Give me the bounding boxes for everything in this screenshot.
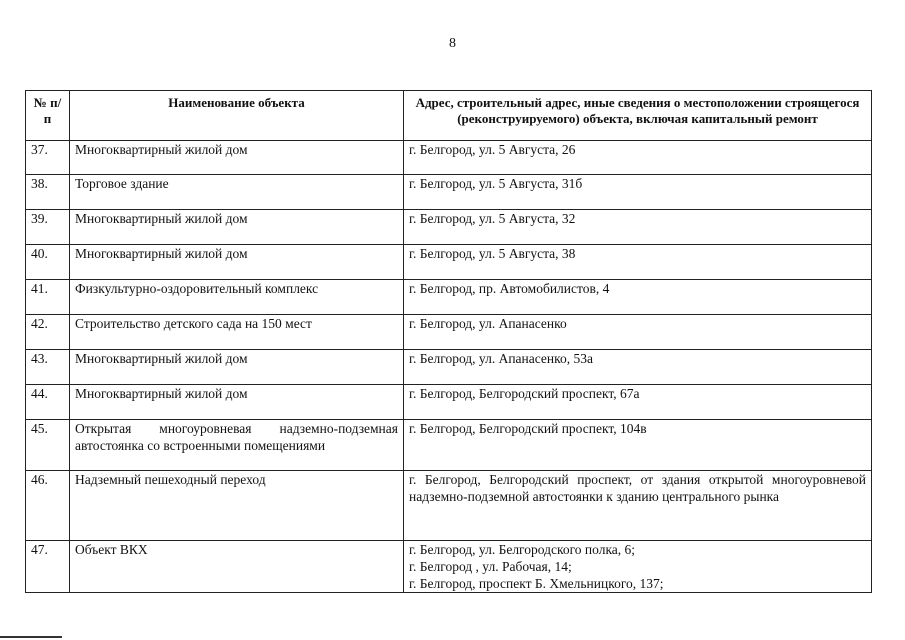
table-row bbox=[26, 175, 872, 210]
address-line: г. Белгород, Белгородский проспект, 67а bbox=[409, 386, 640, 401]
object-name: Многоквартирный жилой дом bbox=[70, 350, 404, 385]
object-address bbox=[404, 175, 872, 210]
table-row bbox=[26, 420, 872, 471]
object-address bbox=[404, 385, 872, 420]
row-number: 39. bbox=[26, 210, 70, 245]
address-line: г. Белгород, ул. Белгородского полка, 6; bbox=[409, 542, 636, 557]
table-row bbox=[26, 315, 872, 350]
row-number: 38. bbox=[26, 175, 70, 210]
object-address bbox=[404, 210, 872, 245]
address-line: г. Белгород, ул. Апанасенко bbox=[409, 316, 567, 331]
row-number: 46. bbox=[26, 471, 70, 541]
table-row bbox=[26, 541, 872, 593]
header-object-name: Наименование объекта bbox=[70, 91, 404, 141]
construction-objects-table bbox=[25, 90, 872, 593]
address-line: г. Белгород, Белгородский проспект, от здания открытой многоуровневой надземно-подземной автостоянки к зданию центрального рынка bbox=[409, 472, 866, 504]
address-line: г. Белгород, ул. 5 Августа, 26 bbox=[409, 142, 576, 157]
object-name: Физкультурно-оздоровительный комплекс bbox=[70, 280, 404, 315]
object-name: Многоквартирный жилой дом bbox=[70, 245, 404, 280]
row-number: 40. bbox=[26, 245, 70, 280]
address-line: г. Белгород, ул. 5 Августа, 38 bbox=[409, 246, 576, 261]
object-name: Многоквартирный жилой дом bbox=[70, 210, 404, 245]
address-line: г. Белгород, Белгородский проспект, 104в bbox=[409, 421, 647, 436]
page-edge-mark bbox=[0, 636, 62, 638]
table-row bbox=[26, 350, 872, 385]
address-line: г. Белгород, ул. 5 Августа, 31б bbox=[409, 176, 583, 191]
row-number: 47. bbox=[26, 541, 70, 593]
object-name: Надземный пешеходный переход bbox=[70, 471, 404, 541]
row-number: 43. bbox=[26, 350, 70, 385]
address-line: г. Белгород, пр. Автомобилистов, 4 bbox=[409, 281, 610, 296]
object-name: Многоквартирный жилой дом bbox=[70, 385, 404, 420]
object-name: Объект ВКХ bbox=[70, 541, 404, 593]
object-address bbox=[404, 141, 872, 175]
address-line: г. Белгород, проспект Б. Хмельницкого, 137; bbox=[409, 576, 664, 591]
address-line: г. Белгород, ул. Апанасенко, 53а bbox=[409, 351, 593, 366]
object-name: Строительство детского сада на 150 мест bbox=[70, 315, 404, 350]
table-row bbox=[26, 280, 872, 315]
page-number: 8 bbox=[449, 36, 456, 51]
object-address bbox=[404, 280, 872, 315]
row-number: 42. bbox=[26, 315, 70, 350]
object-address bbox=[404, 420, 872, 471]
object-address bbox=[404, 350, 872, 385]
object-name: Многоквартирный жилой дом bbox=[70, 141, 404, 175]
object-name: Торговое здание bbox=[70, 175, 404, 210]
table-row bbox=[26, 471, 872, 541]
header-number: № п/п bbox=[26, 91, 70, 141]
table-row bbox=[26, 385, 872, 420]
object-address bbox=[404, 471, 872, 541]
table-body bbox=[26, 141, 872, 593]
table-header-row bbox=[26, 91, 872, 141]
table-row bbox=[26, 245, 872, 280]
object-address bbox=[404, 315, 872, 350]
header-address: Адрес, строительный адрес, иные сведения о местоположении строящегося (реконструируемого) объекта, включая капитальный ремонт bbox=[404, 91, 872, 141]
row-number: 44. bbox=[26, 385, 70, 420]
row-number: 45. bbox=[26, 420, 70, 471]
object-address bbox=[404, 245, 872, 280]
row-number: 37. bbox=[26, 141, 70, 175]
address-line: г. Белгород, ул. 5 Августа, 32 bbox=[409, 211, 576, 226]
address-line: г. Белгород , ул. Рабочая, 14; bbox=[409, 559, 572, 574]
table-row bbox=[26, 141, 872, 175]
object-name: Открытая многоуровневая надземно-подземная автостоянка со встроенными помещениями bbox=[70, 420, 404, 471]
object-address bbox=[404, 541, 872, 593]
table-row bbox=[26, 210, 872, 245]
row-number: 41. bbox=[26, 280, 70, 315]
